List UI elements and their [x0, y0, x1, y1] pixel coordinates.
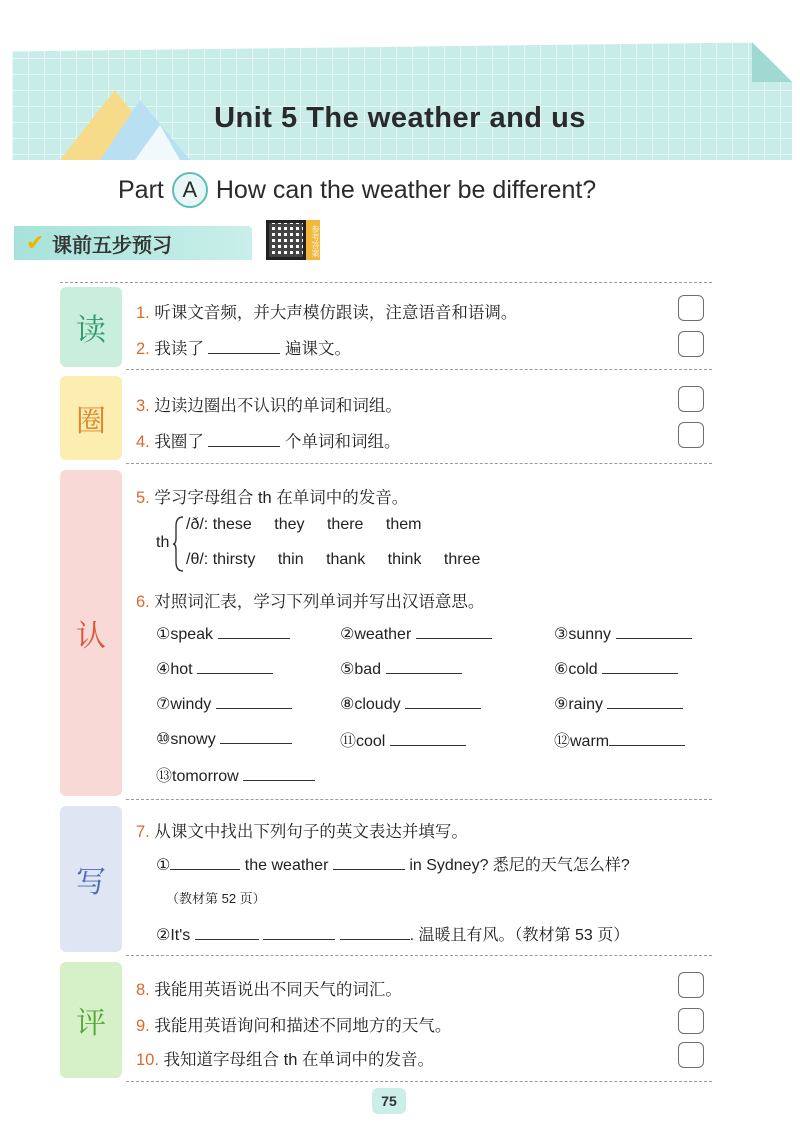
item-4: 4. 我圈了 个单词和词组。: [136, 433, 401, 451]
item-10: 10. 我知道字母组合 th 在单词中的发音。: [136, 1051, 434, 1069]
row-evaluate: [60, 958, 712, 1082]
part-letter-badge: A: [172, 172, 208, 208]
voiced-th-line: /ð/: these they there them: [186, 516, 422, 533]
voiceless-th-line: /θ/: thirsty thin thank think three: [186, 551, 481, 568]
side-label-read: 读: [60, 287, 122, 367]
unit-title: Unit 5 The weather and us: [214, 102, 586, 134]
item-2: 2. 我读了 遍课文。: [136, 340, 352, 358]
checkbox-1[interactable]: [678, 295, 704, 321]
side-label-evaluate: 评: [60, 962, 122, 1078]
sentence-1: ① the weather in Sydney? 悉尼的天气怎么样?: [156, 852, 630, 875]
item-9: 9. 我能用英语询问和描述不同地方的天气。: [136, 1017, 452, 1035]
item-5: 5. 学习字母组合 th 在单词中的发音。: [136, 489, 409, 507]
item-3: 3. 边读边圈出不认识的单词和词组。: [136, 397, 402, 415]
part-question: How can the weather be different?: [215, 175, 597, 204]
vocab-item: ①speak: [156, 623, 290, 644]
vocab-item: ②weather: [340, 623, 492, 644]
checkbox-8[interactable]: [678, 972, 704, 998]
item-7: 7. 从课文中找出下列句子的英文表达并填写。: [136, 823, 468, 841]
row-write: [60, 802, 712, 956]
checkbox-10[interactable]: [678, 1042, 704, 1068]
vocab-item: ⑨rainy: [554, 693, 683, 714]
answer-blank[interactable]: [170, 854, 240, 870]
vocab-item: ④hot: [156, 658, 273, 679]
checkbox-4[interactable]: [678, 422, 704, 448]
part-prefix: Part: [118, 175, 164, 204]
side-label-write: 写: [60, 806, 122, 952]
divider: [126, 1081, 712, 1082]
sentence-2: ②It's . 温暖且有风。（教材第 53 页）: [156, 922, 629, 945]
vocab-item: ⑩snowy: [156, 728, 292, 749]
section-tag-label: 课前五步预习: [52, 234, 172, 257]
checkbox-9[interactable]: [678, 1008, 704, 1034]
checkbox-2[interactable]: [678, 331, 704, 357]
vocab-item: ⑬tomorrow: [156, 763, 315, 786]
row-learn: [60, 466, 712, 800]
vocab-item: ⑧cloudy: [340, 693, 481, 714]
answer-blank[interactable]: [333, 854, 405, 870]
row-circle: [60, 372, 712, 464]
side-label-learn: 认: [60, 470, 122, 796]
divider: [126, 463, 712, 464]
row-read: [60, 282, 712, 370]
qr-answer-label: 参考答案: [306, 220, 320, 260]
divider: [126, 799, 712, 800]
sentence-1-ref: （教材第 52 页）: [166, 891, 266, 906]
vocab-item: ⑦windy: [156, 693, 292, 714]
answer-blank[interactable]: [263, 924, 335, 940]
checkmark-icon: ✔: [26, 230, 45, 255]
section-tag: [14, 226, 252, 260]
vocab-item: ⑤bad: [340, 658, 462, 679]
page-curl-decoration: [752, 42, 792, 82]
answer-blank[interactable]: [208, 338, 280, 354]
th-label: th: [156, 534, 170, 551]
answer-blank[interactable]: [340, 924, 410, 940]
item-6: 6. 对照词汇表，学习下列单词并写出汉语意思。: [136, 593, 485, 611]
vocab-item: ⑥cold: [554, 658, 678, 679]
item-8: 8. 我能用英语说出不同天气的词汇。: [136, 981, 402, 999]
checkbox-3[interactable]: [678, 386, 704, 412]
answer-blank[interactable]: [208, 431, 280, 447]
part-title: [118, 172, 596, 208]
vocab-item: ⑪cool: [340, 728, 466, 751]
answer-blank[interactable]: [195, 924, 259, 940]
page-number: 75: [372, 1088, 406, 1114]
side-label-circle: 圈: [60, 376, 122, 460]
item-1: 1. 听课文音频，并大声模仿跟读，注意语音和语调。: [136, 304, 518, 322]
divider: [126, 955, 712, 956]
divider: [126, 369, 712, 370]
brace-icon: [172, 516, 184, 572]
vocab-item: ③sunny: [554, 623, 692, 644]
vocab-item: ⑫warm: [554, 728, 685, 751]
qr-code-icon[interactable]: [266, 220, 306, 260]
